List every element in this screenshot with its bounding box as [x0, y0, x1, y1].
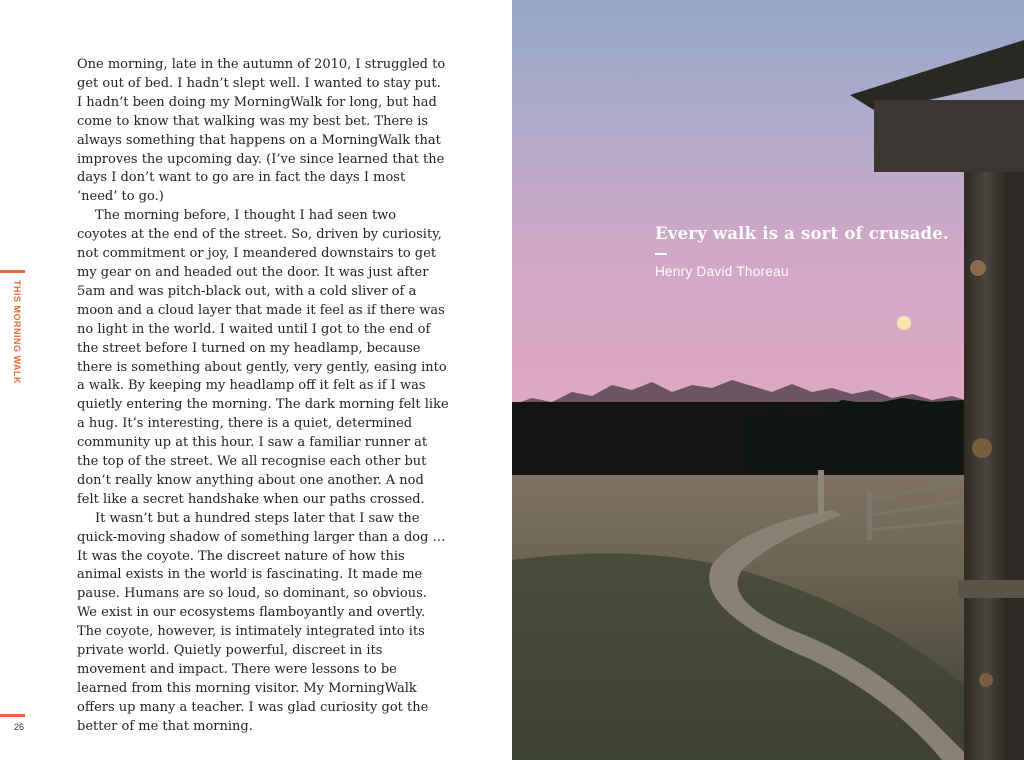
body-text [77, 56, 449, 737]
right-page [512, 0, 1024, 760]
paragraph: It wasn’t but a hundred steps later that I saw the quick-moving shadow of something larger than a dog … It was the coyote. The discreet nature of how this animal exists in the world is fascinating. It made me pause. Humans are so loud, so dominant, so obvious. We exist in our ecosystems flamboyantly and overtly. The coyote, however, is intimately integrated into its private world. Quietly powerful, discreet in its movement and impact. There were lessons to be learned from this morning visitor. My MorningWalk offers up many a teacher. I was glad curiosity got the better of me that morning. [77, 510, 446, 734]
accent-line-bottom [0, 714, 25, 717]
quote-divider [655, 253, 667, 255]
page-number: 26 [14, 722, 25, 732]
paragraph: The morning before, I thought I had seen two coyotes at the end of the street. So, driven by curiosity, not commitment or joy, I meandered downstairs to get my gear on and headed out the door. It was just after 5am and was pitch-black out, with a cold sliver of a moon and a cloud layer that made it feel as if there was no light in the world. I waited until I got to the end of the street before I turned on my headlamp, because there is something about gently, very gently, easing into a walk. By keeping my headlamp off it felt as if I was quietly entering the morning. The dark morning felt like a hug. It’s interesting, there is a quiet, determined community up at this hour. I saw a familiar runner at the top of the street. We all recognise each other but don’t really know anything about one another. A nod felt like a secret handshake when our paths crossed. [77, 208, 449, 507]
quote-author: Henry David Thoreau [655, 264, 789, 279]
accent-line-top [0, 270, 25, 273]
landscape-photo [512, 0, 1024, 760]
section-label: THIS MORNING WALK [12, 280, 22, 384]
paragraph: One morning, late in the autumn of 2010, I struggled to get out of bed. I hadn’t slept well. I wanted to stay put. I hadn’t been doing my MorningWalk for long, but had come to know that walking was my best bet. There is always something that happens on a MorningWalk that improves the upcoming day. (I’ve since learned that the days I don’t want to go are in fact the days I most ‘need’ to go.) [77, 57, 446, 205]
quote-text: Every walk is a sort of crusade. [655, 224, 949, 243]
